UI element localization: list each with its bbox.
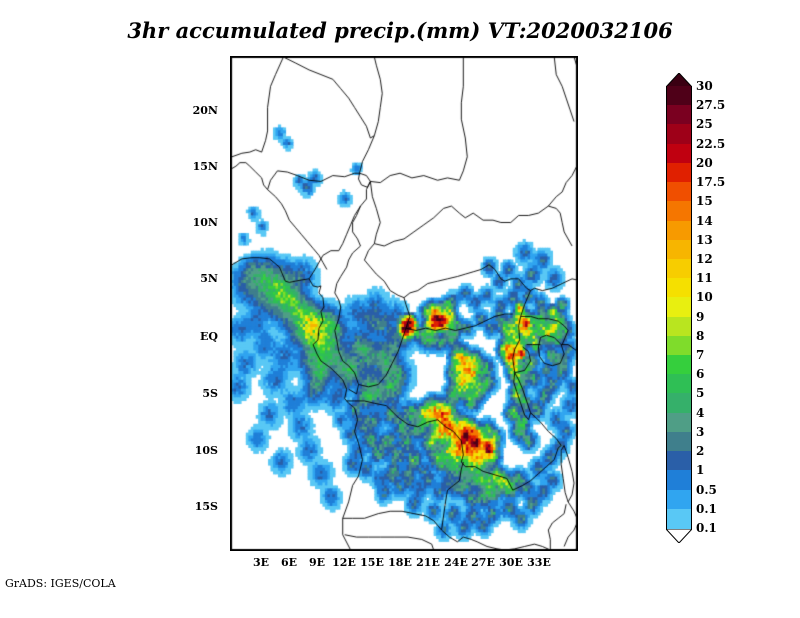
colorbar-min-arrow — [666, 528, 692, 542]
y-tick-20N: 20N — [192, 104, 218, 117]
colorbar-max-arrow — [666, 72, 692, 86]
x-tick-3E: 3E — [252, 556, 270, 569]
colorbar-segment — [666, 355, 692, 375]
y-tick-15N: 15N — [192, 160, 218, 173]
colorbar-tick-label-min: 0.1 — [696, 521, 717, 535]
colorbar-segment — [666, 470, 692, 490]
colorbar-tick-label: 27.5 — [696, 98, 726, 113]
colorbar-tick-label: 9 — [696, 309, 705, 324]
colorbar-tick-label: 15 — [696, 194, 713, 209]
colorbar-tick-label: 1 — [696, 463, 705, 478]
colorbar-tick-label: 5 — [696, 386, 705, 401]
map-plot-area — [230, 56, 578, 551]
colorbar-tick-label: 14 — [696, 213, 713, 228]
x-tick-24E: 24E — [444, 556, 468, 569]
colorbar-tick-label: 13 — [696, 232, 713, 247]
y-tick-10N: 10N — [192, 216, 218, 229]
colorbar-segment — [666, 221, 692, 241]
colorbar-segment — [666, 297, 692, 317]
x-tick-21E: 21E — [416, 556, 440, 569]
colorbar-segment — [666, 317, 692, 337]
colorbar-tick-label: 10 — [696, 290, 713, 305]
x-tick-6E: 6E — [280, 556, 298, 569]
y-tick-5N: 5N — [200, 272, 218, 285]
colorbar-tick-label: 7 — [696, 348, 705, 363]
colorbar-segment — [666, 240, 692, 260]
colorbar-segment — [666, 163, 692, 183]
colorbar-tick-label: 17.5 — [696, 175, 726, 190]
colorbar-segment — [666, 336, 692, 356]
colorbar-tick-label: 12 — [696, 251, 713, 266]
colorbar-tick-label: 8 — [696, 328, 705, 343]
colorbar-segment — [666, 413, 692, 433]
colorbar-segment — [666, 490, 692, 510]
colorbar-tick-label: 2 — [696, 444, 705, 459]
x-tick-27E: 27E — [471, 556, 495, 569]
colorbar-segment — [666, 124, 692, 144]
colorbar-tick-label: 0.1 — [696, 501, 717, 516]
colorbar-segment — [666, 182, 692, 202]
x-tick-30E: 30E — [499, 556, 523, 569]
y-tick-10S: 10S — [194, 444, 218, 457]
colorbar-tick-label: 22.5 — [696, 136, 726, 151]
x-tick-33E: 33E — [527, 556, 551, 569]
precipitation-field — [231, 57, 577, 550]
colorbar-segment — [666, 432, 692, 452]
colorbar-segment — [666, 374, 692, 394]
colorbar-tick-label: 25 — [696, 117, 713, 132]
colorbar-segment — [666, 393, 692, 413]
credit-text: GrADS: IGES/COLA — [5, 577, 116, 590]
page-title: 3hr accumulated precip.(mm) VT:2020032106 — [127, 18, 673, 43]
y-tick-EQ: EQ — [200, 330, 218, 343]
colorbar-segment — [666, 509, 692, 529]
colorbar — [666, 72, 726, 542]
x-tick-18E: 18E — [388, 556, 412, 569]
x-tick-12E: 12E — [332, 556, 356, 569]
x-tick-15E: 15E — [360, 556, 384, 569]
x-tick-9E: 9E — [308, 556, 326, 569]
colorbar-segment — [666, 278, 692, 298]
colorbar-segment — [666, 201, 692, 221]
colorbar-tick-label: 20 — [696, 155, 713, 170]
colorbar-segment — [666, 86, 692, 106]
colorbar-tick-label: 0.5 — [696, 482, 717, 497]
colorbar-segment — [666, 105, 692, 125]
colorbar-tick-label: 3 — [696, 424, 705, 439]
colorbar-segment — [666, 144, 692, 164]
colorbar-segment — [666, 451, 692, 471]
colorbar-tick-label: 11 — [696, 271, 713, 286]
y-tick-5S: 5S — [202, 387, 218, 400]
y-tick-15S: 15S — [194, 500, 218, 513]
colorbar-tick-label: 30 — [696, 79, 713, 93]
colorbar-tick-label: 6 — [696, 367, 705, 382]
colorbar-tick-label: 4 — [696, 405, 705, 420]
colorbar-segment — [666, 259, 692, 279]
